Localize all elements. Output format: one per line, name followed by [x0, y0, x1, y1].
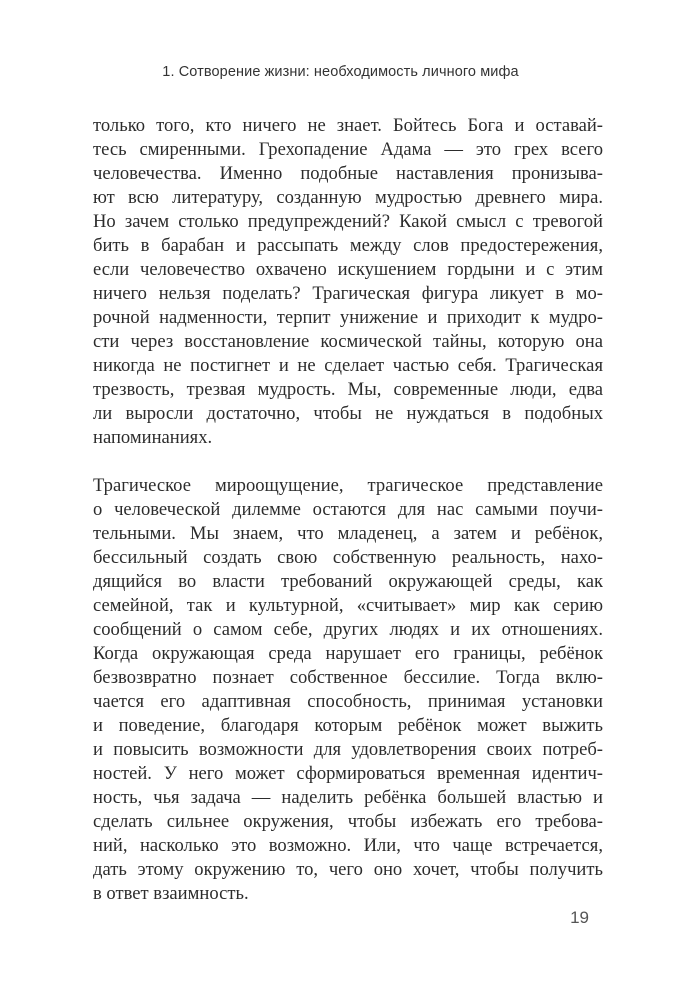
- text-line: Когда окружающая среда нарушает его границы, ребёнок: [93, 643, 603, 664]
- text-line: сделать сильнее окружения, чтобы избежать его требова-: [93, 811, 603, 832]
- text-line: дать этому окружению то, чего оно хочет, чтобы получить: [93, 859, 603, 880]
- text-line: бессильный создать свою собственную реальность, нахо-: [93, 547, 603, 568]
- text-line: в ответ взаимность.: [93, 883, 249, 904]
- text-line: тельными. Мы знаем, что младенец, а затем и ребёнок,: [93, 523, 603, 544]
- text-line: дящийся во власти требований окружающей среды, как: [93, 571, 603, 592]
- paragraph-gap: [93, 450, 603, 474]
- text-line: если человечество охвачено искушением гордыни и с этим: [93, 259, 603, 280]
- text-line: никогда не постигнет и не сделает частью себя. Трагическая: [93, 355, 603, 376]
- text-line: ность, чья задача — наделить ребёнка большей властью и: [93, 787, 603, 808]
- page-number: 19: [570, 908, 589, 927]
- text-line: напоминаниях.: [93, 427, 213, 448]
- text-line: сообщений о самом себе, других людях и их отношениях.: [93, 619, 603, 640]
- text-line: человечества. Именно подобные наставления пронизыва-: [93, 163, 603, 184]
- text-line: ют всю литературу, созданную мудростью древнего мира.: [93, 187, 603, 208]
- paragraph: [93, 474, 603, 906]
- text-line: ничего нельзя поделать? Трагическая фигура ликует в мо-: [93, 283, 603, 304]
- text-line: чается его адаптивная способность, принимая установки: [93, 691, 603, 712]
- text-line: сти через восстановление космической тайны, которую она: [93, 331, 603, 352]
- text-line: Но зачем столько предупреждений? Какой смысл с тревогой: [93, 211, 603, 232]
- text-line: семейной, так и культурной, «считывает» мир как серию: [93, 595, 603, 616]
- text-line: трезвость, трезвая мудрость. Мы, современные люди, едва: [93, 379, 603, 400]
- text-line: ний, насколько это возможно. Или, что чаще встречается,: [93, 835, 603, 856]
- text-line: бить в барабан и рассыпать между слов предостережения,: [93, 235, 603, 256]
- text-line: безвозвратно познает собственное бессилие. Тогда вклю-: [93, 667, 603, 688]
- text-line: и поведение, благодаря которым ребёнок может выжить: [93, 715, 603, 736]
- text-line: ностей. У него может сформироваться временная идентич-: [93, 763, 603, 784]
- text-line: Трагическое мироощущение, трагическое представление: [93, 475, 603, 496]
- paragraph: [93, 114, 603, 450]
- text-line: ли выросли достаточно, чтобы не нуждаться в подобных: [93, 403, 603, 424]
- text-line: тесь смиренными. Грехопадение Адама — это грех всего: [93, 139, 603, 160]
- body-text: [93, 114, 603, 906]
- text-line: рочной надменности, терпит унижение и приходит к мудро-: [93, 307, 603, 328]
- running-header: 1. Сотворение жизни: необходимость личного мифа: [162, 64, 519, 80]
- text-line: о человеческой дилемме остаются для нас самыми поучи-: [93, 499, 603, 520]
- text-line: и повысить возможности для удовлетворения своих потреб-: [93, 739, 603, 760]
- text-line: только того, кто ничего не знает. Бойтесь Бога и оставай-: [93, 115, 603, 136]
